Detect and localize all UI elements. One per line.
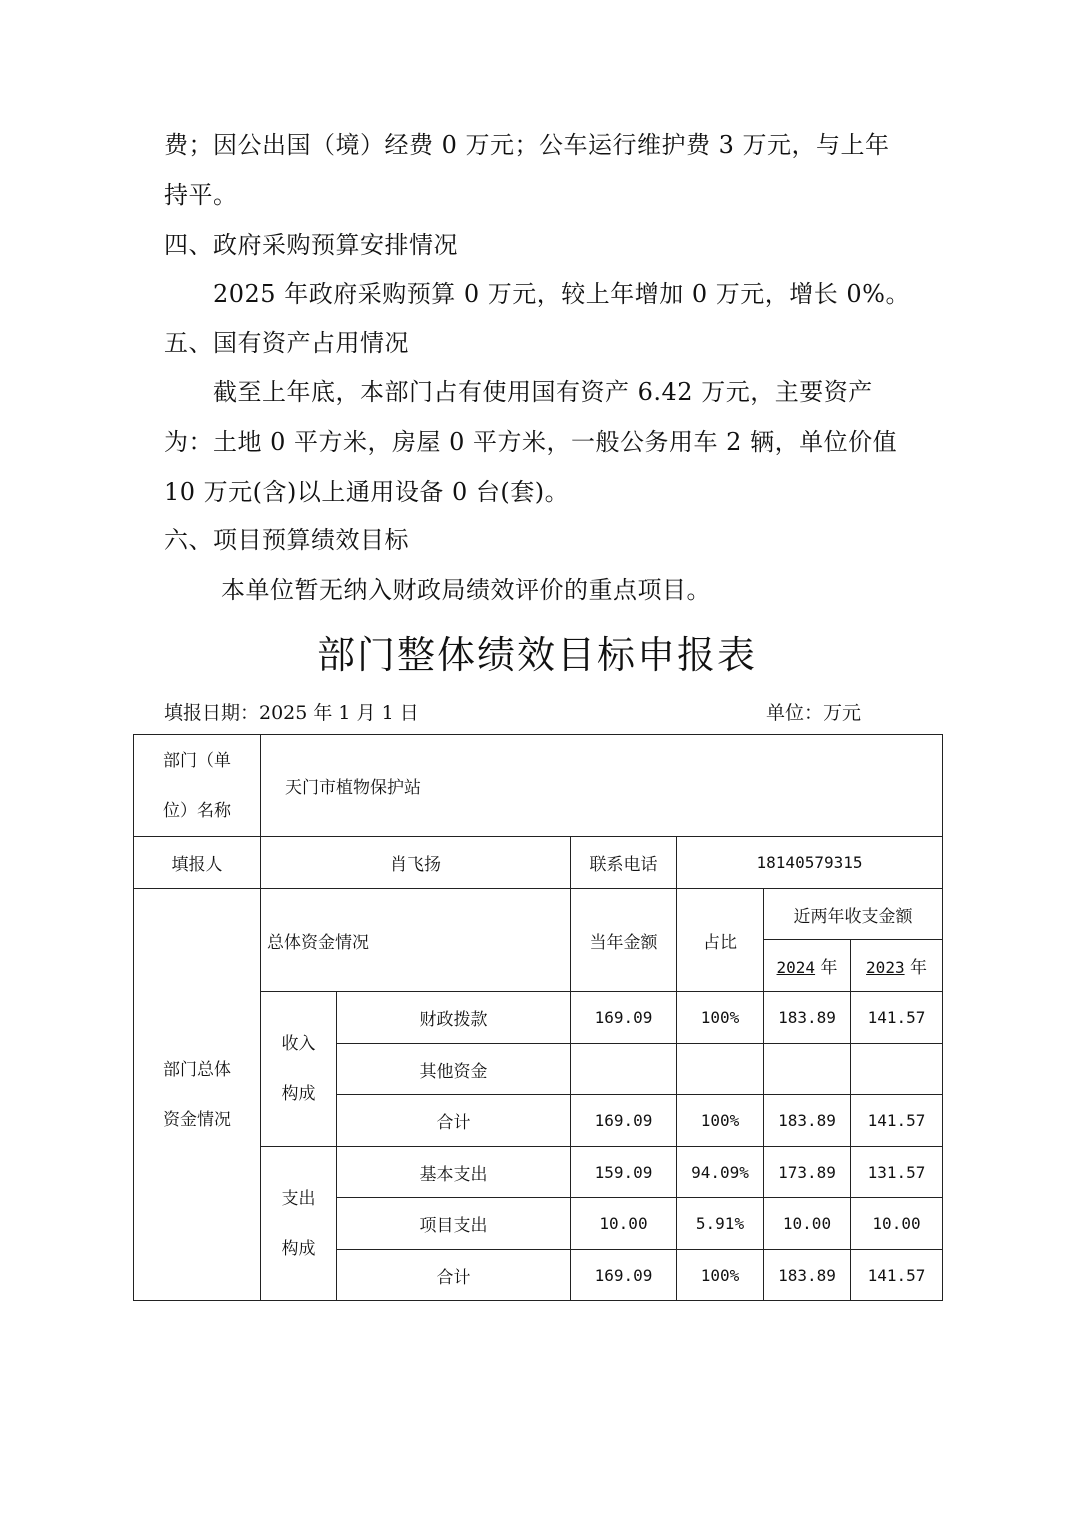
row-2024: 10.00 — [764, 1198, 851, 1250]
income-label: 收入 构成 — [261, 992, 337, 1147]
expense-label: 支出 构成 — [261, 1147, 337, 1301]
row-2023: 141.57 — [851, 1095, 943, 1147]
form-title: 部门整体绩效目标申报表 — [316, 633, 757, 677]
section-heading: 六、项目预算绩效目标 — [164, 526, 409, 554]
row-name: 合计 — [337, 1095, 571, 1147]
row-ratio: 100% — [677, 992, 764, 1044]
row-2024: 183.89 — [764, 992, 851, 1044]
dept-name-label: 部门（单 位）名称 — [134, 735, 261, 837]
row-2024: 183.89 — [764, 1250, 851, 1301]
row-ratio: 5.91% — [677, 1198, 764, 1250]
row-current: 169.09 — [571, 992, 677, 1044]
row-2023 — [851, 1044, 943, 1095]
row-2024: 173.89 — [764, 1147, 851, 1198]
row-2023: 141.57 — [851, 1250, 943, 1301]
filler-label: 填报人 — [134, 837, 261, 889]
performance-table — [133, 734, 943, 1301]
fill-date: 填报日期：2025 年 1 月 1 日 — [164, 702, 419, 724]
row-name: 合计 — [337, 1250, 571, 1301]
section-heading: 四、政府采购预算安排情况 — [164, 231, 458, 259]
row-2023: 10.00 — [851, 1198, 943, 1250]
current-amount-header: 当年金额 — [571, 889, 677, 992]
section-heading: 五、国有资产占用情况 — [164, 329, 409, 357]
body-line: 本单位暂无纳入财政局绩效评价的重点项目。 — [221, 576, 711, 604]
row-current: 169.09 — [571, 1095, 677, 1147]
row-2024 — [764, 1044, 851, 1095]
row-2023: 131.57 — [851, 1147, 943, 1198]
unit-label: 单位：万元 — [766, 702, 862, 724]
ratio-header: 占比 — [677, 889, 764, 992]
row-ratio: 100% — [677, 1250, 764, 1301]
phone-value: 18140579315 — [677, 837, 943, 889]
two-years-header: 近两年收支金额 — [764, 889, 943, 940]
row-2024: 183.89 — [764, 1095, 851, 1147]
row-name: 项目支出 — [337, 1198, 571, 1250]
body-line: 10 万元(含)以上通用设备 0 台(套)。 — [164, 478, 570, 506]
phone-label: 联系电话 — [571, 837, 677, 889]
row-ratio: 100% — [677, 1095, 764, 1147]
body-line: 为：土地 0 平方米，房屋 0 平方米，一般公务用车 2 辆，单位价值 — [164, 428, 898, 456]
row-name: 基本支出 — [337, 1147, 571, 1198]
body-line: 截至上年底，本部门占有使用国有资产 6.42 万元，主要资产 — [213, 378, 873, 406]
row-name: 其他资金 — [337, 1044, 571, 1095]
dept-name-value: 天门市植物保护站 — [261, 735, 943, 837]
row-current — [571, 1044, 677, 1095]
year-2024-header: 2024 年 — [764, 940, 851, 992]
row-current: 10.00 — [571, 1198, 677, 1250]
row-ratio — [677, 1044, 764, 1095]
body-line: 2025 年政府采购预算 0 万元，较上年增加 0 万元，增长 0%。 — [213, 280, 910, 308]
row-current: 159.09 — [571, 1147, 677, 1198]
overall-funds-header: 总体资金情况 — [261, 889, 571, 992]
filler-value: 肖飞扬 — [261, 837, 571, 889]
body-line: 费；因公出国（境）经费 0 万元；公车运行维护费 3 万元，与上年 — [164, 131, 890, 159]
row-ratio: 94.09% — [677, 1147, 764, 1198]
row-2023: 141.57 — [851, 992, 943, 1044]
year-2023-header: 2023 年 — [851, 940, 943, 992]
body-line: 持平。 — [164, 181, 238, 209]
row-current: 169.09 — [571, 1250, 677, 1301]
row-name: 财政拨款 — [337, 992, 571, 1044]
section-label: 部门总体 资金情况 — [134, 889, 261, 1301]
